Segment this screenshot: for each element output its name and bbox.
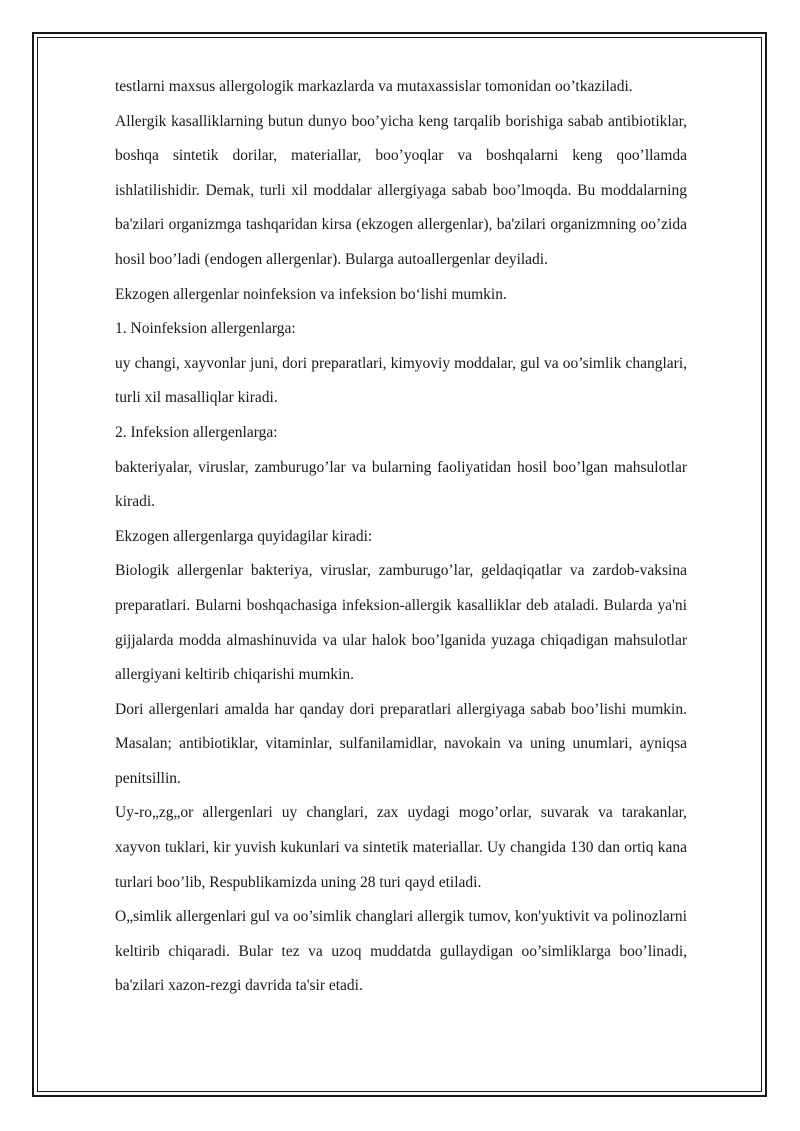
paragraph-10: Dori allergenlari amalda har qanday dori preparatlari allergiyaga sabab boo’lishi mumkin. Masalan; antibiotiklar, vitaminlar, sulfanilamidlar, navokain va uning unumlari, ayniqsa penitsillin. xyxy=(115,700,687,787)
paragraph-6: 2. Infeksion allergenlarga: xyxy=(115,423,278,441)
paragraph-11: Uy-ro„zg„or allergenlari uy changlari, zax uydagi mogo’orlar, suvarak va tarakanlar, xayvon tuklari, kir yuvish kukunlari va sintetik materiallar. Uy changida 130 dan ortiq kana turlari boo’lib, Respublikamizda uning 28 turi qayd etiladi. xyxy=(115,804,687,891)
paragraph-4: 1. Noinfeksion allergenlarga: xyxy=(115,320,296,338)
document-body xyxy=(115,70,687,1004)
paragraph-3: Ekzogen allergenlar noinfeksion va infeksion bo‘lishi mumkin. xyxy=(115,285,507,303)
paragraph-5: uy changi, xayvonlar juni, dori preparatlari, kimyoviy moddalar, gul va oo’simlik changlari, turli xil masalliqlar kiradi. xyxy=(115,354,687,407)
paragraph-8: Ekzogen allergenlarga quyidagilar kiradi: xyxy=(115,527,373,545)
paragraph-7: bakteriyalar, viruslar, zamburugo’lar va bularning faoliyatidan hosil boo’lgan mahsulotlar kiradi. xyxy=(115,458,687,511)
paragraph-1: testlarni maxsus allergologik markazlarda va mutaxassislar tomonidan oo’tkaziladi. xyxy=(115,78,633,95)
paragraph-12: O„simlik allergenlari gul va oo’simlik changlari allergik tumov, kon'yuktivit va polinozlarni keltirib chiqaradi. Bular tez va uzoq muddatda gullaydigan oo’simliklarga boo’linadi, ba'zilari xazon-rezgi davrida ta'sir etadi. xyxy=(115,908,687,995)
paragraph-2: Allergik kasalliklarning butun dunyo boo’yicha keng tarqalib borishiga sabab antibiotiklar, boshqa sintetik dorilar, materiallar, boo’yoqlar va boshqalarni keng qoo’llamda ishlatilishidir. Demak, turli xil moddalar allergiyaga sabab boo’lmoqda. Bu moddalarning ba'zilari organizmga tashqaridan kirsa (ekzogen allergenlar), ba'zilari organizmning oo’zida hosil boo’ladi (endogen allergenlar). Bularga autoallergenlar deyiladi. xyxy=(115,112,687,268)
paragraph-9: Biologik allergenlar bakteriya, viruslar, zamburugo’lar, geldaqiqatlar va zardob-vaksina preparatlari. Bularni boshqachasiga infeksion-allergik kasalliklar deb ataladi. Bularda ya'ni gijjalarda modda almashinuvida va ular halok boo’lganida yuzaga chiqadigan mahsulotlar allergiyani keltirib chiqarishi mumkin. xyxy=(115,562,687,684)
